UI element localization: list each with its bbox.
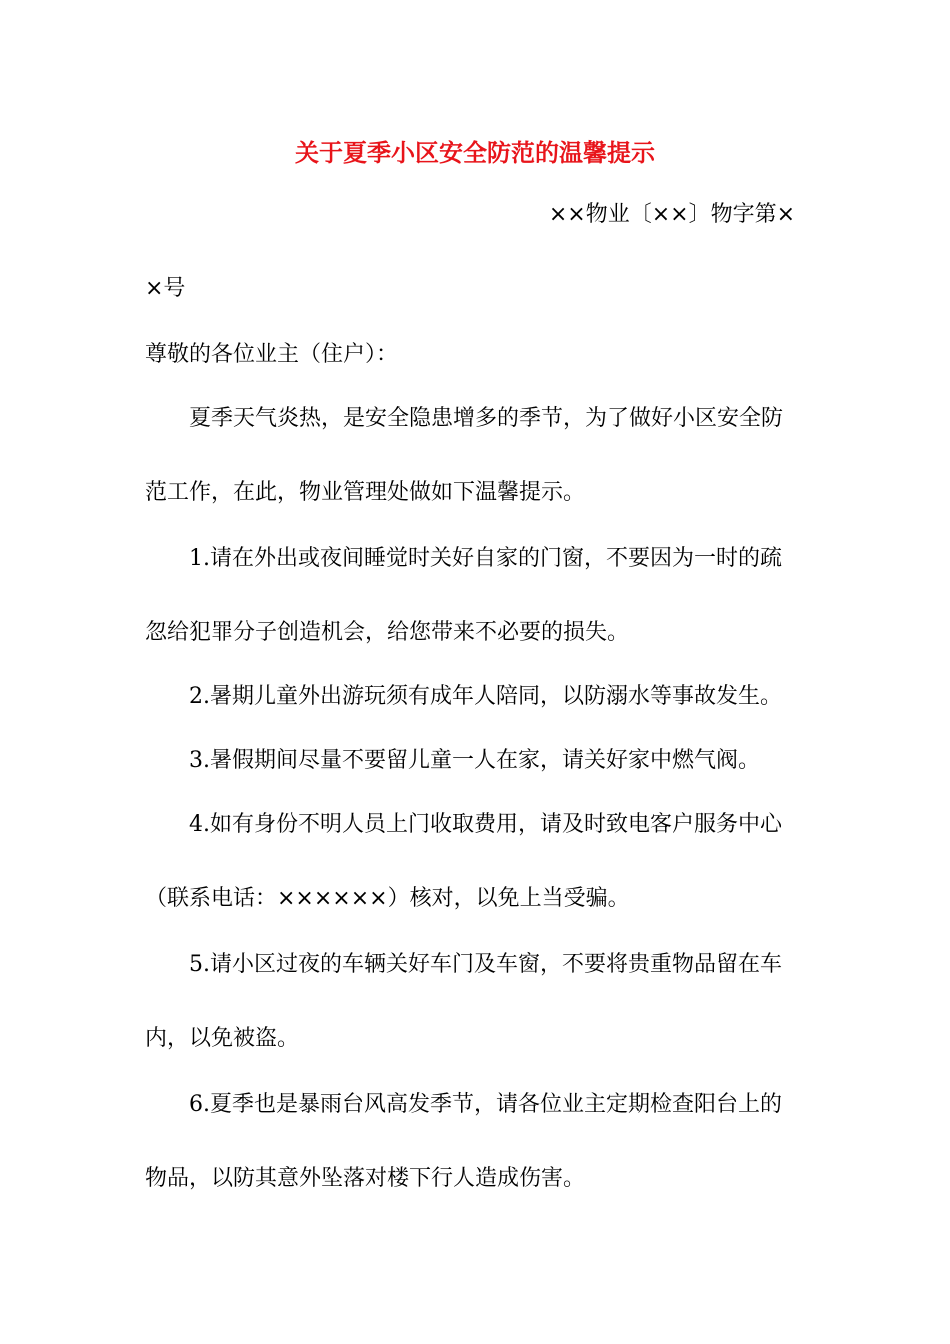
- tip-5-line1: [145, 950, 795, 980]
- tip-2-line1: [145, 682, 795, 712]
- tip-3-line1: [145, 746, 795, 776]
- tip-6-line1: [145, 1090, 795, 1120]
- tip-5-line2: 内，以免被盗。: [145, 1026, 300, 1051]
- tip-1-number: 1.: [189, 546, 210, 571]
- tip-6-line2: 物品，以防其意外坠落对楼下行人造成伤害。: [145, 1166, 586, 1191]
- tip-4-number: 4.: [189, 812, 210, 837]
- tip-6-text: 夏季也是暴雨台风高发季节，请各位业主定期检查阳台上的: [210, 1092, 783, 1117]
- tip-1-text: 请在外出或夜间睡觉时关好自家的门窗，不要因为一时的疏: [210, 546, 783, 571]
- document-number-line1: ××物业〔××〕物字第×: [548, 202, 795, 227]
- tip-5-number: 5.: [189, 952, 210, 977]
- tip-3-number: 3.: [189, 748, 210, 773]
- tip-2-text: 暑期儿童外出游玩须有成年人陪同，以防溺水等事故发生。: [210, 684, 783, 709]
- tip-2-number: 2.: [189, 684, 210, 709]
- document-number-line2: ×号: [145, 276, 186, 301]
- intro-line2: 范工作，在此，物业管理处做如下温馨提示。: [145, 480, 586, 505]
- tip-4-text: 如有身份不明人员上门收取费用，请及时致电客户服务中心: [210, 812, 783, 837]
- tip-6-number: 6.: [189, 1092, 210, 1117]
- tip-3-text: 暑假期间尽量不要留儿童一人在家，请关好家中燃气阀。: [210, 748, 761, 773]
- tip-4-line2: （联系电话：××××××）核对，以免上当受骗。: [145, 886, 630, 911]
- document-title: 关于夏季小区安全防范的温馨提示: [295, 139, 655, 167]
- tip-1-line1: [145, 544, 795, 574]
- salutation: 尊敬的各位业主（住户）：: [145, 342, 399, 367]
- tip-1-line2: 忽给犯罪分子创造机会，给您带来不必要的损失。: [145, 620, 630, 645]
- intro-line1: 夏季天气炎热，是安全隐患增多的季节，为了做好小区安全防: [189, 406, 784, 431]
- tip-4-line1: [145, 810, 795, 840]
- tip-5-text: 请小区过夜的车辆关好车门及车窗，不要将贵重物品留在车: [210, 952, 783, 977]
